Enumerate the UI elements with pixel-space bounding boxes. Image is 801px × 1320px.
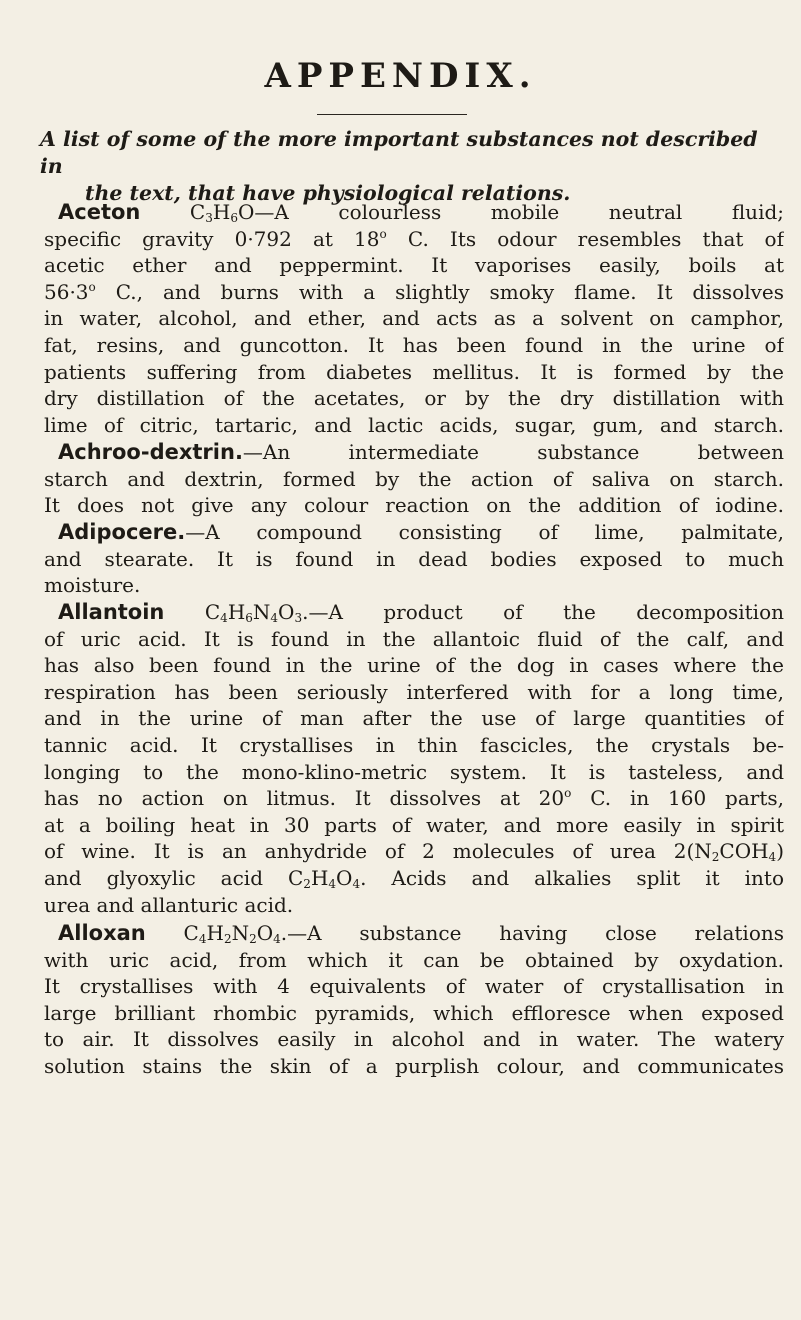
entry-line: acetic ether and peppermint. It vaporises easily, boils at <box>44 253 784 278</box>
entry-line: has no action on litmus. It dissolves at 20$^o$ C. in 160 parts, <box>44 786 784 811</box>
entry-line-text: —An intermediate substance between <box>242 440 784 464</box>
entry-line: tannic acid. It crystallises in thin fascicles, the crystals be- <box>44 732 784 757</box>
entry-line: large brilliant rhombic pyramids, which effloresce when exposed <box>44 1000 784 1025</box>
subtitle-line-2: the text, that have physiological relations. <box>85 181 571 205</box>
entry-alloxan <box>44 920 784 1080</box>
entry-line <box>44 920 784 947</box>
heading-rule <box>317 114 467 115</box>
entry-line: with uric acid, from which it can be obtained by oxydation. <box>44 947 784 972</box>
entry-line: and glyoxylic acid $C_2H_4O_4$. Acids and alkalies split it into <box>44 865 784 891</box>
entry-line: $56\cdot 3^o$ C., and burns with a slightly smoky flame. It dissolves <box>44 279 784 304</box>
entry-line: It crystallises with 4 equivalents of water of crystallisation in <box>44 974 784 999</box>
entry-line: and stearate. It is found in dead bodies exposed to much <box>44 546 784 571</box>
entry-achroo-dextrin <box>44 439 784 519</box>
entry-line: fat, resins, and guncotton. It has been found in the urine of <box>44 332 784 357</box>
entry-formula: $C_4H_6N_4O_3$ <box>204 600 303 625</box>
entry-line: urea and allanturic acid. <box>44 892 294 917</box>
entry-formula: $C_3H_6O$ <box>189 200 255 225</box>
entry-line <box>44 439 784 466</box>
entry-line: of uric acid. It is found in the allantoic fluid of the calf, and <box>44 626 784 651</box>
entry-line: moisture. <box>44 573 141 598</box>
entry-term: Allantoin <box>58 600 165 624</box>
entry-line: and in the urine of man after the use of large quantities of <box>44 706 784 731</box>
entry-line: of wine. It is an anhydride of 2 molecules of urea $2(N_2COH_4)$ <box>44 839 784 865</box>
entry-line: to air. It dissolves easily in alcohol and in water. The watery <box>44 1027 784 1052</box>
entry-line: solution stains the skin of a purplish colour, and communicates <box>44 1053 784 1078</box>
entry-line: longing to the mono-klino-metric system. It is tasteless, and <box>44 759 784 784</box>
entry-line-text: .—A substance having close relations <box>280 921 784 945</box>
entry-line-text: .—A product of the decomposition <box>302 600 784 624</box>
subtitle-line-1: A list of some of the more important substances not described in <box>40 127 758 178</box>
entry-line: at a boiling heat in 30 parts of water, and more easily in spirit <box>44 812 784 837</box>
entry-term: Adipocere. <box>58 520 186 544</box>
entry-line: starch and dextrin, formed by the action of saliva on starch. <box>44 466 784 491</box>
entry-line <box>44 599 784 626</box>
page-heading: APPENDIX. <box>264 56 537 96</box>
entry-term: Aceton <box>58 200 141 224</box>
entry-line <box>44 199 784 226</box>
entry-line: dry distillation of the acetates, or by the dry distillation with <box>44 386 784 411</box>
entry-line: in water, alcohol, and ether, and acts as a solvent on camphor, <box>44 306 784 331</box>
entry-line: respiration has been seriously interfered with for a long time, <box>44 679 784 704</box>
entry-line-text: —A compound consisting of lime, palmitate, <box>185 520 784 544</box>
entry-term: Achroo-dextrin. <box>58 440 243 464</box>
entry-line <box>44 519 784 546</box>
entry-line: has also been found in the urine of the dog in cases where the <box>44 653 784 678</box>
entry-line-text: —A colourless mobile neutral fluid; <box>254 200 784 224</box>
entry-line: patients suffering from diabetes mellitus. It is formed by the <box>44 359 784 384</box>
entry-formula: $C_4H_2N_2O_4$ <box>183 921 281 946</box>
entry-adipocere <box>44 519 784 599</box>
entry-line: specific gravity 0·792 at 18$^o$ C. Its odour resembles that of <box>44 226 784 251</box>
entry-term: Alloxan <box>58 921 146 945</box>
entry-line: It does not give any colour reaction on the addition of iodine. <box>44 493 784 518</box>
entry-aceton <box>44 199 784 438</box>
entry-allantoin <box>44 599 784 918</box>
entry-line: lime of citric, tartaric, and lactic acids, sugar, gum, and starch. <box>44 412 784 437</box>
page-subtitle <box>40 126 780 207</box>
